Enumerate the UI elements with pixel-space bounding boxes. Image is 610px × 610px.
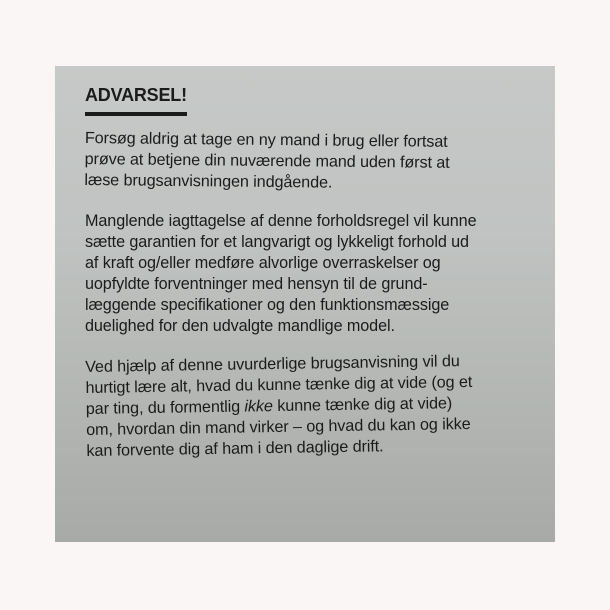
text-line: hurtigt lære alt, hvad du kunne tænke dig at vide (og et (85, 372, 473, 397)
text-line: Forsøg aldrig at tage en ny mand i brug eller fortsat (84, 128, 448, 151)
emphasized-word: ikke (244, 396, 273, 416)
text-line: Manglende iagttagelse af denne forholdsregel vil kunne (85, 211, 477, 230)
document-photo (55, 66, 555, 542)
text-line: prøve at betjene din nuværende mand uden først at (84, 149, 450, 172)
warning-page (85, 86, 535, 482)
warning-heading: ADVARSEL! (85, 86, 187, 116)
text-line: om, hvordan din mand virker – og hvad du kan og ikke (86, 414, 471, 439)
text-line: læse brugsanvisningen indgående. (84, 170, 333, 192)
text-segment: kunne tænke dig at vide) (272, 394, 453, 415)
text-line: uopfyldte forventninger med hensyn til de grund- (85, 274, 428, 293)
text-line: sætte garantien for et langvarigt og lykkeligt forhold ud (85, 232, 469, 251)
paragraph-1 (84, 128, 535, 196)
paragraph-3 (85, 350, 537, 462)
text-line: Ved hjælp af denne uvurderlige brugsanvisning vil du (85, 351, 460, 376)
text-line: kan forvente dig af ham i den daglige drift. (86, 437, 384, 460)
text-line: duelighed for den udvalgte mandlige model. (85, 316, 395, 335)
text-segment: par ting, du formentlig (85, 397, 245, 418)
text-line: af kraft og/eller medføre alvorlige overraskelser og (85, 253, 441, 272)
text-line: læggende specifikationer og den funktionsmæssige (85, 295, 450, 314)
paragraph-2 (85, 211, 535, 337)
